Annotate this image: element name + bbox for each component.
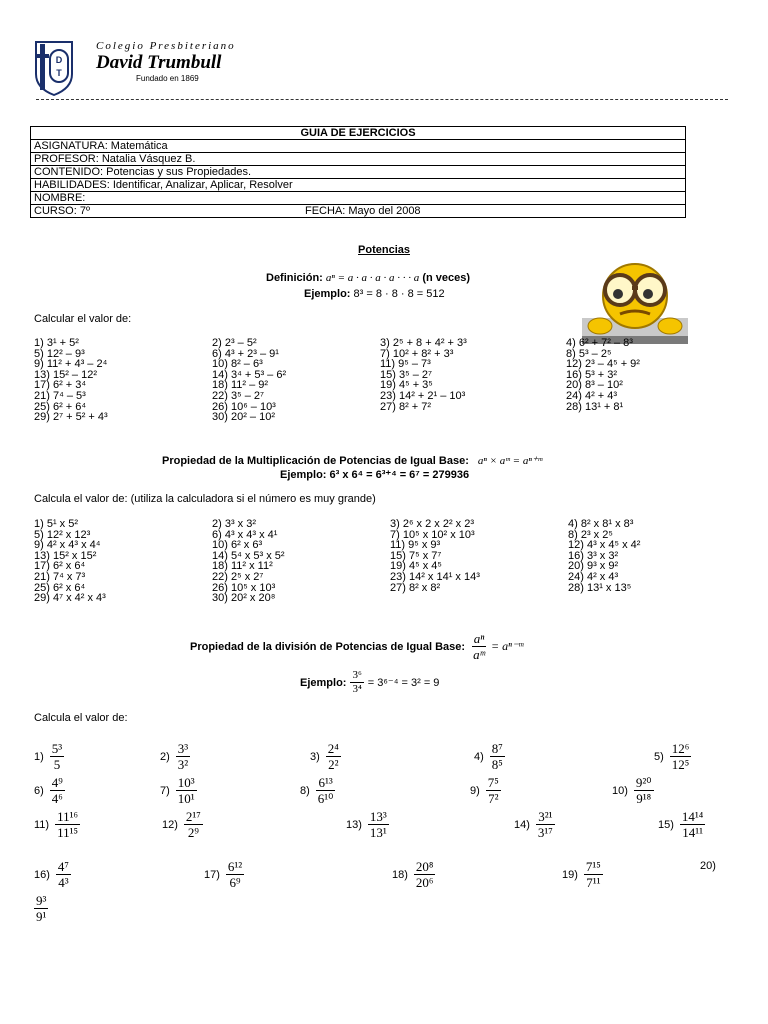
potencias-heading: Potencias	[358, 244, 410, 256]
exercise-item: 6) 4³ x 4³ x 4¹	[212, 528, 278, 541]
exercise-item: 21) 7⁴ x 7³	[34, 571, 86, 583]
division-formula-rhs: = aⁿ⁻ᵐ	[491, 639, 524, 653]
exercise-item: 11) 9⁵ – 7³	[380, 358, 431, 371]
fraction-exercise	[34, 810, 80, 839]
fraction	[184, 810, 203, 839]
fraction-label: 6)	[34, 784, 44, 797]
fraction-exercise	[300, 776, 335, 805]
fraction	[316, 776, 336, 805]
fraction-denominator: 10¹	[177, 791, 195, 806]
fraction-denominator: 3²	[177, 757, 189, 772]
fraction	[368, 810, 389, 839]
fraction-denominator: 3¹⁷	[537, 825, 553, 840]
fraction-exercise	[700, 860, 722, 872]
fraction-numerator: 4⁷	[57, 859, 69, 874]
exercise-item: 17) 6² x 6⁴	[34, 560, 86, 573]
exercise-item: 5) 12² x 12³	[34, 528, 91, 541]
exercise-item: 12) 4³ x 4⁵ x 4²	[568, 539, 641, 552]
fraction	[414, 860, 436, 889]
exercise-item: 11) 9⁵ x 9³	[390, 539, 441, 552]
fraction	[490, 742, 505, 771]
header-divider	[36, 99, 728, 100]
exercise-item: 14) 3⁴ + 5³ – 6²	[212, 368, 287, 381]
fraction-label: 14)	[514, 818, 530, 831]
division-heading-line	[190, 632, 523, 661]
exercise-item: 22) 3⁵ – 2⁷	[212, 390, 264, 402]
division-example-label: Ejemplo:	[300, 676, 347, 689]
fraction-denominator: 6⁹	[229, 875, 241, 890]
fraction-numerator: 6¹³	[318, 775, 333, 790]
exercise-item: 1) 3¹ + 5²	[34, 337, 79, 349]
exercise-item: 9) 11² + 4³ – 2⁴	[34, 358, 108, 371]
section1-instruction: Calcular el valor de:	[34, 313, 132, 325]
asignatura-field: ASIGNATURA: Matemática	[31, 140, 686, 153]
fraction-numerator: 10³	[177, 775, 195, 790]
fraction-numerator: 7¹⁵	[585, 859, 601, 874]
exercise-item: 14) 5⁴ x 5³ x 5²	[212, 549, 285, 562]
fraction	[56, 860, 71, 889]
fraction	[226, 860, 244, 889]
multiplication-example: Ejemplo: 6³ x 6⁴ = 6³⁺⁴ = 6⁷ = 279936	[280, 469, 470, 481]
school-name: David Trumbull	[96, 52, 222, 73]
fraction	[55, 810, 80, 839]
division-formula-num: aⁿ	[473, 631, 485, 646]
exercise-item: 3) 2⁵ + 8 + 4² + 3³	[380, 337, 467, 349]
definition-formula: aⁿ = a · a · a · a · · · a	[325, 272, 420, 284]
fraction-denominator: 7²	[488, 791, 499, 806]
fraction-exercise	[34, 860, 71, 889]
exercise-item: 10) 8² – 6³	[212, 358, 263, 371]
exercise-item: 2) 3³ x 3²	[212, 518, 257, 530]
exercise-item: 16) 5³ + 3²	[566, 368, 618, 381]
exercise-item: 25) 6² + 6⁴	[34, 400, 87, 413]
division-formula	[471, 632, 523, 661]
fraction	[176, 776, 197, 805]
exercise-item: 24) 4² + 4³	[566, 390, 618, 402]
fraction-denominator: 12⁵	[671, 757, 690, 772]
curso-row	[31, 205, 686, 218]
fraction-denominator: 5	[53, 757, 61, 772]
fraction-numerator: 2¹⁷	[185, 809, 201, 824]
exercise-item: 1) 5¹ x 5²	[34, 518, 79, 530]
fraction	[680, 810, 705, 839]
exercise-item: 23) 14² + 2¹ – 10³	[380, 390, 466, 402]
fraction-numerator: 11¹⁶	[57, 809, 79, 824]
division-example-den: 3⁴	[352, 683, 362, 695]
multiplication-formula: aⁿ × aᵐ = aⁿ⁺ᵐ	[477, 455, 543, 467]
fraction	[536, 810, 555, 839]
exercise-item: 15) 7⁵ x 7⁷	[390, 549, 442, 562]
definition-label: Definición:	[266, 272, 323, 284]
fraction-label: 20)	[700, 860, 716, 872]
exercise-item: 19) 4⁵ + 3⁵	[380, 379, 433, 392]
profesor-field: PROFESOR: Natalia Vásquez B.	[31, 153, 686, 166]
fraction-numerator: 13³	[369, 809, 387, 824]
fraction	[486, 776, 501, 805]
fraction-exercise	[392, 860, 435, 889]
fraction-exercise	[310, 742, 341, 771]
example-line	[304, 288, 445, 300]
fraction-label: 11)	[34, 818, 50, 831]
fraction-exercise	[34, 742, 64, 771]
multiplication-heading-line	[162, 454, 542, 467]
fraction-label: 19)	[562, 868, 578, 881]
school-small-name: Colegio Presbiteriano	[96, 40, 236, 52]
fraction-numerator: 5³	[51, 741, 63, 756]
fraction-exercise	[162, 810, 203, 839]
division-example	[350, 670, 439, 695]
division-example-rhs: = 3⁶⁻⁴ = 3² = 9	[367, 677, 440, 689]
exercise-item: 27) 8² x 8²	[390, 581, 441, 594]
fraction-denominator: 8⁵	[491, 757, 503, 772]
fraction-numerator: 14¹⁴	[681, 809, 704, 824]
exercise-item: 29) 4⁷ x 4² x 4³	[34, 592, 106, 605]
exercise-item: 26) 10⁶ – 10³	[212, 400, 276, 413]
fraction-denominator: 11¹⁵	[57, 825, 79, 840]
fraction-label: 3)	[310, 750, 320, 763]
division-heading: Propiedad de la división de Potencias de Igual Base:	[190, 640, 466, 653]
fraction-exercise	[346, 810, 389, 839]
fraction-label: 8)	[300, 784, 310, 797]
fraction-exercise	[160, 776, 197, 805]
exercise-item: 19) 4⁵ x 4⁵	[390, 560, 442, 573]
fraction	[50, 776, 65, 805]
fraction	[50, 742, 64, 771]
exercise-item: 20) 8³ – 10²	[566, 379, 623, 392]
fraction-numerator: 6¹²	[227, 859, 243, 874]
fraction-denominator: 2⁹	[187, 825, 199, 840]
school-logo	[32, 38, 76, 96]
multiplication-heading: Propiedad de la Multiplicación de Potencias de Igual Base:	[162, 455, 469, 467]
division-formula-den: aᵐ	[473, 647, 485, 662]
fraction-denominator: 4³	[58, 875, 69, 890]
fraction	[584, 860, 603, 889]
exercise-item: 25) 6² x 6⁴	[34, 581, 86, 594]
contenido-field: CONTENIDO: Potencias y sus Propiedades.	[31, 166, 686, 179]
exercise-item: 8) 2³ x 2⁵	[568, 528, 613, 541]
fraction-numerator: 7⁵	[487, 775, 499, 790]
exercise-item: 4) 8² x 8¹ x 8³	[568, 518, 634, 530]
svg-text:D: D	[55, 55, 63, 65]
fraction-label: 5)	[654, 750, 664, 763]
fraction-label: 10)	[612, 784, 628, 797]
exercise-item: 29) 2⁷ + 5² + 4³	[34, 411, 108, 424]
fraction-numerator: 2⁴	[327, 741, 339, 756]
exercise-item: 13) 15² – 12²	[34, 368, 97, 381]
fraction-denominator: 20⁶	[415, 875, 434, 890]
exercise-item: 12) 2³ – 4⁵ + 9²	[566, 358, 640, 371]
fraction-exercise	[514, 810, 555, 839]
fraction	[176, 742, 190, 771]
division-example-line	[300, 670, 439, 695]
exercise-item: 3) 2⁶ x 2 x 2² x 2³	[390, 518, 474, 530]
section2-instruction: Calcula el valor de: (utiliza la calculadora si el número es muy grande)	[34, 493, 376, 505]
fraction-label: 2)	[160, 750, 170, 763]
exercise-item: 16) 3³ x 3²	[568, 549, 619, 562]
fraction-denominator: 14¹¹	[682, 825, 704, 840]
fraction-exercise	[34, 776, 65, 805]
exercise-item: 7) 10² + 8² + 3³	[380, 347, 454, 360]
fraction-label: 13)	[346, 818, 362, 831]
exercise-item: 18) 11² x 11²	[212, 560, 273, 573]
fraction-label: 18)	[392, 868, 408, 881]
exercise-item: 20) 9³ x 9²	[568, 560, 619, 573]
fraction-exercise	[470, 776, 501, 805]
fraction-numerator: 8⁷	[491, 741, 503, 756]
fraction-numerator: 3³	[177, 741, 189, 756]
section3-instruction: Calcula el valor de:	[34, 712, 128, 724]
fraction-exercise	[160, 742, 190, 771]
example-text: 8³ = 8 · 8 · 8 = 512	[353, 288, 445, 300]
fraction-exercise	[474, 742, 505, 771]
exercise-item: 28) 13¹ x 13⁵	[568, 581, 632, 594]
fraction-denominator: 6¹⁰	[317, 791, 334, 806]
exercise-item: 9) 4² x 4³ x 4⁴	[34, 539, 101, 552]
fraction-label: 12)	[162, 818, 178, 831]
info-table	[30, 126, 686, 218]
fraction-numerator: 3²¹	[538, 809, 553, 824]
fraction-exercise	[562, 860, 603, 889]
fraction-exercise	[658, 810, 705, 839]
fraction	[670, 742, 692, 771]
exercise-item: 18) 11² – 9²	[212, 379, 269, 392]
exercise-item: 4) 6² + 7² – 8³	[566, 337, 633, 349]
exercise-item: 28) 13¹ + 8¹	[566, 400, 624, 413]
exercise-item: 23) 14² x 14¹ x 14³	[390, 571, 480, 583]
fraction-denominator: 13¹	[369, 825, 387, 840]
fraction-exercise	[34, 894, 48, 923]
fraction	[634, 776, 654, 805]
exercise-item: 26) 10⁵ x 10³	[212, 581, 276, 594]
fraction-numerator: 9²⁰	[635, 775, 652, 790]
exercise-item: 5) 12² – 9³	[34, 347, 85, 360]
exercise-item: 7) 10⁵ x 10² x 10³	[390, 528, 475, 541]
fraction-label: 4)	[474, 750, 484, 763]
fraction-denominator: 9¹	[36, 909, 47, 924]
exercise-item: 22) 2⁵ x 2⁷	[212, 571, 264, 583]
definition-suffix: (n veces)	[422, 272, 471, 284]
svg-text:T: T	[56, 68, 62, 78]
fraction-label: 17)	[204, 868, 220, 881]
exercise-item: 30) 20² – 10²	[212, 411, 275, 424]
fecha-field: FECHA: Mayo del 2008	[305, 205, 421, 217]
exercise-item: 6) 4³ + 2³ – 9¹	[212, 347, 279, 360]
fraction-exercise	[612, 776, 654, 805]
exercise-item: 13) 15² x 15²	[34, 549, 97, 562]
fraction-label: 1)	[34, 750, 44, 763]
fraction-denominator: 4⁶	[51, 791, 63, 806]
curso-field: CURSO: 7º	[34, 205, 90, 217]
fraction-label: 7)	[160, 784, 170, 797]
fraction-denominator: 9¹⁸	[636, 791, 652, 806]
nombre-field: NOMBRE:	[31, 192, 686, 205]
exercise-item: 21) 7⁴ – 5³	[34, 390, 86, 402]
fraction-numerator: 9³	[36, 893, 47, 908]
guide-title: GUIA DE EJERCICIOS	[31, 127, 686, 140]
exercise-item: 30) 20² x 20⁸	[212, 592, 276, 605]
fraction-denominator: 7¹¹	[586, 875, 601, 890]
exercise-item: 15) 3⁵ – 2⁷	[380, 368, 432, 381]
fraction	[326, 742, 341, 771]
fraction-exercise	[204, 860, 244, 889]
nerd-emoji-icon	[582, 256, 688, 346]
fraction-label: 15)	[658, 818, 674, 831]
fraction-label: 9)	[470, 784, 480, 797]
example-label: Ejemplo:	[304, 288, 351, 300]
division-example-num: 3⁶	[352, 669, 362, 681]
definition-line	[266, 272, 470, 284]
fraction-numerator: 4⁹	[51, 775, 63, 790]
habilidades-field: HABILIDADES: Identificar, Analizar, Aplicar, Resolver	[31, 179, 686, 192]
fraction-numerator: 12⁶	[671, 741, 690, 756]
exercise-item: 27) 8² + 7²	[380, 400, 432, 413]
school-founded: Fundado en 1869	[136, 74, 199, 83]
fraction-exercise	[654, 742, 691, 771]
exercise-item: 2) 2³ – 5²	[212, 337, 257, 349]
exercise-item: 10) 6² x 6³	[212, 539, 263, 552]
fraction	[34, 894, 48, 923]
fraction-numerator: 20⁸	[415, 859, 434, 874]
exercise-item: 17) 6² + 3⁴	[34, 379, 87, 392]
exercise-item: 8) 5³ – 2⁵	[566, 347, 612, 360]
fraction-label: 16)	[34, 868, 50, 881]
exercise-item: 24) 4² x 4³	[568, 571, 619, 583]
fraction-denominator: 2²	[328, 757, 339, 772]
